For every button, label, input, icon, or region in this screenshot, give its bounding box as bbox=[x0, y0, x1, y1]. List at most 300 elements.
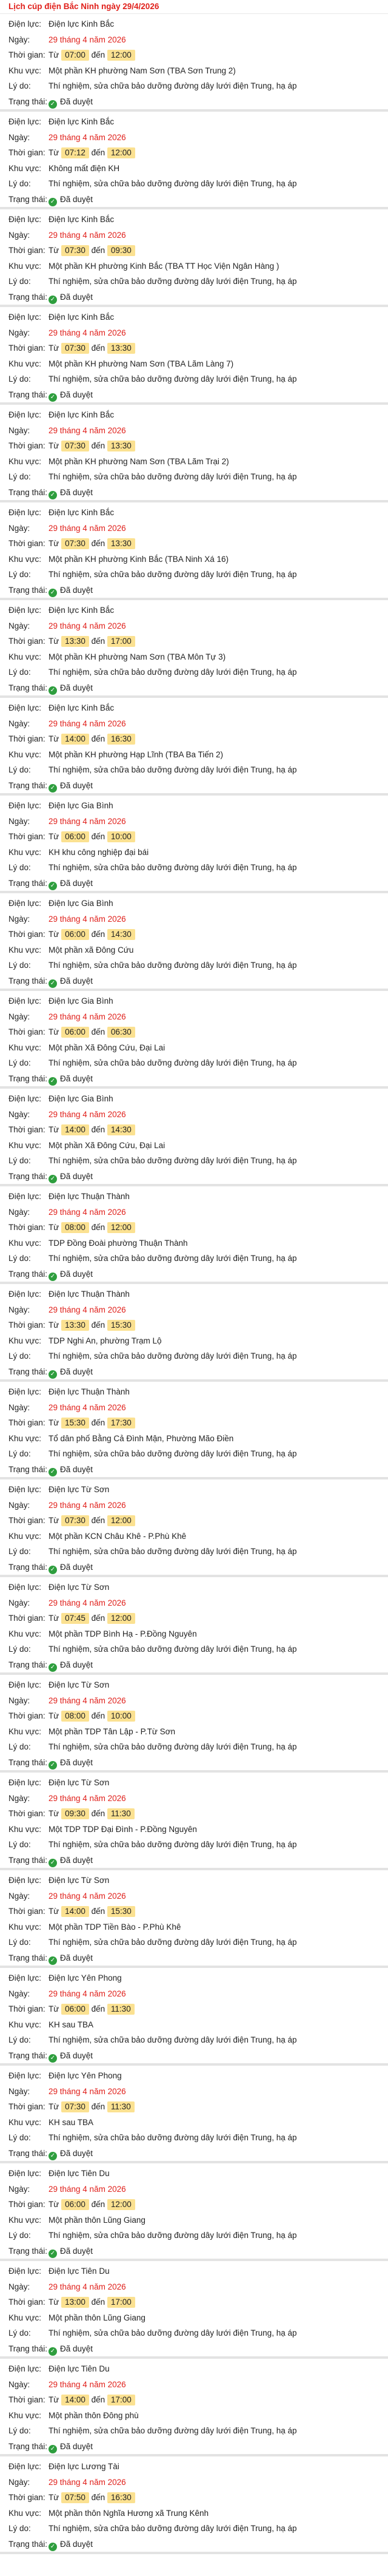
date-label: Ngày: bbox=[8, 425, 30, 435]
date-label: Ngày: bbox=[8, 2086, 30, 2096]
from-label: Từ bbox=[48, 2200, 59, 2209]
reason-row bbox=[8, 1446, 388, 1462]
check-circle-icon: ✓ bbox=[48, 1175, 57, 1183]
unit-label: Điện lực: bbox=[8, 1290, 42, 1299]
reason-value: Thí nghiệm, sửa chữa bảo dưỡng đường dây lưới điện Trung, hạ áp bbox=[48, 2524, 297, 2533]
status-row bbox=[8, 289, 388, 305]
area-value: Một phần KH phường Nam Sơn (TBA Lãm Trại 2) bbox=[48, 456, 229, 466]
status-value: Đã duyệt bbox=[60, 1073, 93, 1083]
outage-card bbox=[0, 502, 388, 600]
area-value: Một phần Xã Đông Cứu, Đại Lai bbox=[48, 1043, 166, 1052]
check-circle-icon: ✓ bbox=[48, 491, 57, 499]
status-label: Trạng thái: bbox=[8, 1757, 48, 1767]
to-label: đến bbox=[91, 2102, 105, 2111]
unit-row bbox=[8, 309, 388, 325]
status-row bbox=[8, 2048, 388, 2064]
area-label: Khu vực: bbox=[8, 2215, 42, 2225]
check-circle-icon: ✓ bbox=[48, 1663, 57, 1672]
status-value: Đã duyệt bbox=[60, 780, 93, 790]
reason-label: Lý do: bbox=[8, 1449, 31, 1458]
unit-value: Điện lực Tiên Du bbox=[48, 2364, 110, 2373]
unit-label: Điện lực: bbox=[8, 2364, 42, 2373]
date-value: 29 tháng 4 năm 2026 bbox=[48, 2184, 126, 2194]
reason-label: Lý do: bbox=[8, 374, 31, 384]
date-value: 29 tháng 4 năm 2026 bbox=[48, 816, 126, 826]
area-value: Tổ dân phố Bằng Cả Đình Mận, Phường Mão Điền bbox=[48, 1433, 234, 1443]
status-value: Đã duyệt bbox=[60, 194, 93, 204]
end-time: 12:00 bbox=[107, 50, 135, 61]
reason-value: Thí nghiệm, sửa chữa bảo dưỡng đường dây lưới điện Trung, hạ áp bbox=[48, 2328, 297, 2338]
time-row bbox=[8, 1904, 388, 1919]
unit-label: Điện lực: bbox=[8, 2071, 42, 2080]
date-label: Ngày: bbox=[8, 1109, 30, 1119]
end-time: 12:00 bbox=[107, 147, 135, 158]
reason-label: Lý do: bbox=[8, 2524, 31, 2533]
time-label: Thời gian: bbox=[8, 734, 45, 743]
unit-label: Điện lực: bbox=[8, 117, 42, 126]
status-value: Đã duyệt bbox=[60, 1562, 93, 1572]
time-row bbox=[8, 829, 388, 845]
unit-row bbox=[8, 798, 388, 814]
reason-label: Lý do: bbox=[8, 2231, 31, 2240]
from-label: Từ bbox=[48, 1125, 59, 1134]
status-row bbox=[8, 1657, 388, 1673]
to-label: đến bbox=[91, 50, 105, 59]
date-row bbox=[8, 2084, 388, 2100]
unit-value: Điện lực Kinh Bắc bbox=[48, 313, 115, 322]
status-label: Trạng thái: bbox=[8, 194, 48, 204]
area-label: Khu vực: bbox=[8, 945, 42, 955]
reason-value: Thí nghiệm, sửa chữa bảo dưỡng đường dây lưới điện Trung, hạ áp bbox=[48, 1156, 297, 1165]
outage-card bbox=[0, 600, 388, 698]
status-value: Đã duyệt bbox=[60, 585, 93, 595]
reason-row bbox=[8, 1153, 388, 1169]
unit-label: Điện lực: bbox=[8, 2462, 42, 2471]
unit-label: Điện lực: bbox=[8, 508, 42, 517]
check-circle-icon: ✓ bbox=[48, 2347, 57, 2356]
area-value: Một phần TDP Tiền Bào - P.Phù Khê bbox=[48, 1922, 181, 1932]
date-row bbox=[8, 1009, 388, 1025]
status-row bbox=[8, 778, 388, 794]
end-time: 12:00 bbox=[107, 2199, 135, 2210]
status-label: Trạng thái: bbox=[8, 780, 48, 790]
time-row bbox=[8, 47, 388, 63]
start-time: 14:00 bbox=[61, 1906, 89, 1917]
reason-label: Lý do: bbox=[8, 863, 31, 872]
time-row bbox=[8, 1513, 388, 1529]
end-time: 12:00 bbox=[107, 1222, 135, 1233]
date-value: 29 tháng 4 năm 2026 bbox=[48, 1402, 126, 1412]
date-value: 29 tháng 4 năm 2026 bbox=[48, 1891, 126, 1901]
date-row bbox=[8, 423, 388, 439]
to-label: đến bbox=[91, 2493, 105, 2502]
reason-value: Thí nghiệm, sửa chữa bảo dưỡng đường dây lưới điện Trung, hạ áp bbox=[48, 1742, 297, 1751]
date-label: Ngày: bbox=[8, 35, 30, 44]
status-label: Trạng thái: bbox=[8, 1953, 48, 1962]
date-label: Ngày: bbox=[8, 132, 30, 142]
status-label: Trạng thái: bbox=[8, 1562, 48, 1572]
outage-card bbox=[0, 1577, 388, 1675]
area-label: Khu vực: bbox=[8, 2410, 42, 2420]
reason-value: Thí nghiệm, sửa chữa bảo dưỡng đường dây lưới điện Trung, hạ áp bbox=[48, 1840, 297, 1849]
reason-label: Lý do: bbox=[8, 1254, 31, 1263]
time-row bbox=[8, 731, 388, 747]
time-label: Thời gian: bbox=[8, 1125, 45, 1134]
area-value: Một phần thôn Nghĩa Hương xã Trung Kênh bbox=[48, 2508, 209, 2518]
unit-value: Điện lực Từ Sơn bbox=[48, 1485, 110, 1494]
reason-value: Thí nghiệm, sửa chữa bảo dưỡng đường dây lưới điện Trung, hạ áp bbox=[48, 81, 297, 90]
area-value: Một phần KH phường Nam Sơn (TBA Sơn Trung 2) bbox=[48, 66, 236, 75]
status-value: Đã duyệt bbox=[60, 1464, 93, 1474]
date-value: 29 tháng 4 năm 2026 bbox=[48, 523, 126, 533]
time-label: Thời gian: bbox=[8, 832, 45, 841]
status-row bbox=[8, 2243, 388, 2259]
check-circle-icon: ✓ bbox=[48, 784, 57, 793]
reason-label: Lý do: bbox=[8, 961, 31, 970]
outage-card bbox=[0, 893, 388, 991]
area-label: Khu vực: bbox=[8, 749, 42, 759]
start-time: 07:30 bbox=[61, 441, 89, 451]
to-label: đến bbox=[91, 148, 105, 157]
time-label: Thời gian: bbox=[8, 343, 45, 353]
area-row bbox=[8, 259, 388, 274]
to-label: đến bbox=[91, 539, 105, 548]
date-row bbox=[8, 1400, 388, 1416]
start-time: 06:00 bbox=[61, 929, 89, 940]
time-label: Thời gian: bbox=[8, 1027, 45, 1036]
start-time: 07:30 bbox=[61, 343, 89, 354]
unit-row bbox=[8, 1970, 388, 1986]
status-label: Trạng thái: bbox=[8, 2539, 48, 2549]
to-label: đến bbox=[91, 1614, 105, 1623]
date-row bbox=[8, 618, 388, 634]
area-label: Khu vực: bbox=[8, 1238, 42, 1248]
start-time: 13:00 bbox=[61, 2297, 89, 2308]
time-row bbox=[8, 2392, 388, 2408]
date-value: 29 tháng 4 năm 2026 bbox=[48, 2379, 126, 2389]
end-time: 11:30 bbox=[107, 1808, 135, 1819]
end-time: 17:00 bbox=[107, 2395, 135, 2405]
unit-label: Điện lực: bbox=[8, 410, 42, 419]
reason-row bbox=[8, 176, 388, 192]
check-circle-icon: ✓ bbox=[48, 1273, 57, 1281]
check-circle-icon: ✓ bbox=[48, 1370, 57, 1379]
start-time: 08:00 bbox=[61, 1222, 89, 1233]
time-row bbox=[8, 438, 388, 454]
area-row bbox=[8, 63, 388, 79]
date-row bbox=[8, 1986, 388, 2002]
start-time: 06:00 bbox=[61, 831, 89, 842]
date-value: 29 tháng 4 năm 2026 bbox=[48, 425, 126, 435]
date-label: Ngày: bbox=[8, 1891, 30, 1901]
date-label: Ngày: bbox=[8, 2477, 30, 2487]
status-row bbox=[8, 680, 388, 696]
outage-card bbox=[0, 1382, 388, 1479]
area-row bbox=[8, 1431, 388, 1447]
unit-row bbox=[8, 2459, 388, 2475]
unit-row bbox=[8, 993, 388, 1009]
status-label: Trạng thái: bbox=[8, 2344, 48, 2353]
status-row bbox=[8, 583, 388, 598]
to-label: đến bbox=[91, 1711, 105, 1720]
reason-value: Thí nghiệm, sửa chữa bảo dưỡng đường dây lưới điện Trung, hạ áp bbox=[48, 472, 297, 481]
start-time: 07:30 bbox=[61, 1515, 89, 1526]
unit-value: Điện lực Gia Bình bbox=[48, 801, 113, 810]
end-time: 09:30 bbox=[107, 245, 135, 256]
reason-label: Lý do: bbox=[8, 2328, 31, 2338]
unit-row bbox=[8, 1580, 388, 1595]
check-circle-icon: ✓ bbox=[48, 198, 57, 206]
unit-value: Điện lực Kinh Bắc bbox=[48, 508, 115, 517]
time-row bbox=[8, 2099, 388, 2115]
reason-row bbox=[8, 2325, 388, 2341]
unit-row bbox=[8, 2068, 388, 2084]
end-time: 17:00 bbox=[107, 636, 135, 647]
reason-value: Thí nghiệm, sửa chữa bảo dưỡng đường dây lưới điện Trung, hạ áp bbox=[48, 1547, 297, 1556]
status-row bbox=[8, 2341, 388, 2357]
time-label: Thời gian: bbox=[8, 246, 45, 255]
unit-value: Điện lực Kinh Bắc bbox=[48, 410, 115, 419]
check-circle-icon: ✓ bbox=[48, 882, 57, 890]
time-label: Thời gian: bbox=[8, 2004, 45, 2013]
unit-label: Điện lực: bbox=[8, 215, 42, 224]
unit-value: Điện lực Từ Sơn bbox=[48, 1680, 110, 1689]
status-value: Đã duyệt bbox=[60, 2050, 93, 2060]
area-value: Không mất điện KH bbox=[48, 163, 120, 173]
area-row bbox=[8, 942, 388, 958]
unit-row bbox=[8, 114, 388, 130]
unit-row bbox=[8, 1482, 388, 1498]
area-row bbox=[8, 2115, 388, 2131]
area-row bbox=[8, 1040, 388, 1056]
time-label: Thời gian: bbox=[8, 1809, 45, 1818]
area-value: Một phần KH phường Kinh Bắc (TBA TT Học Viện Ngân Hàng ) bbox=[48, 261, 279, 271]
check-circle-icon: ✓ bbox=[48, 1761, 57, 1770]
from-label: Từ bbox=[48, 1516, 59, 1525]
date-value: 29 tháng 4 năm 2026 bbox=[48, 2477, 126, 2487]
unit-value: Điện lực Tiên Du bbox=[48, 2169, 110, 2178]
unit-value: Điện lực Yên Phong bbox=[48, 2071, 122, 2080]
start-time: 06:00 bbox=[61, 1027, 89, 1038]
status-label: Trạng thái: bbox=[8, 683, 48, 692]
area-value: TDP Đồng Đoài phường Thuận Thành bbox=[48, 1238, 188, 1248]
to-label: đến bbox=[91, 1418, 105, 1427]
time-label: Thời gian: bbox=[8, 1711, 45, 1720]
to-label: đến bbox=[91, 930, 105, 939]
time-label: Thời gian: bbox=[8, 1907, 45, 1916]
time-row bbox=[8, 145, 388, 161]
from-label: Từ bbox=[48, 50, 59, 59]
end-time: 17:30 bbox=[107, 1418, 135, 1428]
status-label: Trạng thái: bbox=[8, 292, 48, 302]
date-value: 29 tháng 4 năm 2026 bbox=[48, 230, 126, 240]
reason-value: Thí nghiệm, sửa chữa bảo dưỡng đường dây lưới điện Trung, hạ áp bbox=[48, 179, 297, 188]
status-value: Đã duyệt bbox=[60, 1953, 93, 1962]
status-label: Trạng thái: bbox=[8, 585, 48, 595]
date-row bbox=[8, 32, 388, 48]
area-row bbox=[8, 1333, 388, 1349]
unit-row bbox=[8, 212, 388, 228]
start-time: 13:30 bbox=[61, 636, 89, 647]
reason-row bbox=[8, 274, 388, 289]
date-row bbox=[8, 1205, 388, 1220]
outage-card bbox=[0, 1675, 388, 1773]
unit-label: Điện lực: bbox=[8, 1973, 42, 1983]
unit-value: Điện lực Kinh Bắc bbox=[48, 703, 115, 712]
reason-label: Lý do: bbox=[8, 1645, 31, 1654]
reason-value: Thí nghiệm, sửa chữa bảo dưỡng đường dây lưới điện Trung, hạ áp bbox=[48, 863, 297, 872]
date-label: Ngày: bbox=[8, 1793, 30, 1803]
area-row bbox=[8, 2408, 388, 2424]
area-row bbox=[8, 454, 388, 470]
end-time: 16:30 bbox=[107, 2492, 135, 2503]
reason-label: Lý do: bbox=[8, 765, 31, 774]
unit-value: Điện lực Gia Bình bbox=[48, 996, 113, 1006]
start-time: 08:00 bbox=[61, 1711, 89, 1722]
from-label: Từ bbox=[48, 441, 59, 450]
time-row bbox=[8, 1317, 388, 1333]
date-row bbox=[8, 1791, 388, 1807]
area-row bbox=[8, 747, 388, 763]
status-value: Đã duyệt bbox=[60, 2441, 93, 2451]
reason-value: Thí nghiệm, sửa chữa bảo dưỡng đường dây lưới điện Trung, hạ áp bbox=[48, 2426, 297, 2435]
unit-label: Điện lực: bbox=[8, 606, 42, 615]
unit-value: Điện lực Kinh Bắc bbox=[48, 117, 115, 126]
reason-row bbox=[8, 1544, 388, 1560]
start-time: 15:30 bbox=[61, 1418, 89, 1428]
reason-row bbox=[8, 371, 388, 387]
unit-label: Điện lực: bbox=[8, 313, 42, 322]
date-row bbox=[8, 716, 388, 732]
from-label: Từ bbox=[48, 2395, 59, 2404]
status-value: Đã duyệt bbox=[60, 2148, 93, 2158]
area-label: Khu vực: bbox=[8, 847, 42, 857]
status-label: Trạng thái: bbox=[8, 96, 48, 106]
time-label: Thời gian: bbox=[8, 441, 45, 450]
to-label: đến bbox=[91, 1125, 105, 1134]
status-value: Đã duyệt bbox=[60, 487, 93, 497]
status-row bbox=[8, 2439, 388, 2455]
area-value: Một TDP TDP Đại Đình - P.Đồng Nguyên bbox=[48, 1824, 197, 1834]
status-label: Trạng thái: bbox=[8, 1464, 48, 1474]
date-value: 29 tháng 4 năm 2026 bbox=[48, 1207, 126, 1217]
date-value: 29 tháng 4 năm 2026 bbox=[48, 1695, 126, 1705]
area-value: TDP Nghi An, phường Trạm Lộ bbox=[48, 1336, 162, 1345]
date-label: Ngày: bbox=[8, 1500, 30, 1510]
date-value: 29 tháng 4 năm 2026 bbox=[48, 1989, 126, 1998]
area-row bbox=[8, 2017, 388, 2033]
reason-row bbox=[8, 567, 388, 583]
outage-list bbox=[0, 14, 388, 2554]
status-label: Trạng thái: bbox=[8, 1660, 48, 1669]
status-label: Trạng thái: bbox=[8, 1855, 48, 1865]
end-time: 14:30 bbox=[107, 929, 135, 940]
outage-card bbox=[0, 2359, 388, 2456]
unit-label: Điện lực: bbox=[8, 703, 42, 712]
time-label: Thời gian: bbox=[8, 539, 45, 548]
to-label: đến bbox=[91, 734, 105, 743]
outage-card bbox=[0, 991, 388, 1089]
to-label: đến bbox=[91, 832, 105, 841]
unit-row bbox=[8, 700, 388, 716]
to-label: đến bbox=[91, 1027, 105, 1036]
unit-label: Điện lực: bbox=[8, 2169, 42, 2178]
date-value: 29 tháng 4 năm 2026 bbox=[48, 328, 126, 337]
date-row bbox=[8, 2182, 388, 2197]
reason-label: Lý do: bbox=[8, 2035, 31, 2044]
date-label: Ngày: bbox=[8, 2282, 30, 2291]
date-value: 29 tháng 4 năm 2026 bbox=[48, 2282, 126, 2291]
start-time: 07:00 bbox=[61, 50, 89, 61]
reason-label: Lý do: bbox=[8, 1156, 31, 1165]
reason-row bbox=[8, 2130, 388, 2146]
area-value: Một phần KH phường Nam Sơn (TBA Lãm Làng 7) bbox=[48, 359, 234, 368]
status-label: Trạng thái: bbox=[8, 2246, 48, 2256]
outage-card bbox=[0, 1870, 388, 1968]
reason-row bbox=[8, 78, 388, 94]
area-value: KH sau TBA bbox=[48, 2117, 94, 2127]
status-label: Trạng thái: bbox=[8, 1073, 48, 1083]
unit-row bbox=[8, 896, 388, 911]
reason-row bbox=[8, 1641, 388, 1657]
date-label: Ngày: bbox=[8, 914, 30, 924]
unit-value: Điện lực Thuận Thành bbox=[48, 1290, 130, 1299]
status-row bbox=[8, 2146, 388, 2162]
reason-label: Lý do: bbox=[8, 1351, 31, 1361]
reason-row bbox=[8, 2423, 388, 2439]
from-label: Từ bbox=[48, 1418, 59, 1427]
status-label: Trạng thái: bbox=[8, 976, 48, 985]
from-label: Từ bbox=[48, 832, 59, 841]
time-label: Thời gian: bbox=[8, 2493, 45, 2502]
area-value: Một phần Xã Đông Cứu, Đại Lai bbox=[48, 1140, 166, 1150]
reason-label: Lý do: bbox=[8, 179, 31, 188]
outage-card bbox=[0, 1479, 388, 1577]
time-row bbox=[8, 340, 388, 356]
from-label: Từ bbox=[48, 1320, 59, 1330]
end-time: 17:00 bbox=[107, 2297, 135, 2308]
from-label: Từ bbox=[48, 539, 59, 548]
area-label: Khu vực: bbox=[8, 359, 42, 368]
end-time: 15:30 bbox=[107, 1320, 135, 1331]
start-time: 07:12 bbox=[61, 147, 89, 158]
date-value: 29 tháng 4 năm 2026 bbox=[48, 1598, 126, 1607]
outage-card bbox=[0, 112, 388, 209]
outage-card bbox=[0, 796, 388, 893]
outage-card bbox=[0, 2163, 388, 2261]
reason-value: Thí nghiệm, sửa chữa bảo dưỡng đường dây lưới điện Trung, hạ áp bbox=[48, 1351, 297, 1361]
date-value: 29 tháng 4 năm 2026 bbox=[48, 35, 126, 44]
to-label: đến bbox=[91, 246, 105, 255]
time-label: Thời gian: bbox=[8, 50, 45, 59]
area-label: Khu vực: bbox=[8, 163, 42, 173]
date-value: 29 tháng 4 năm 2026 bbox=[48, 1305, 126, 1314]
area-label: Khu vực: bbox=[8, 2020, 42, 2029]
unit-row bbox=[8, 1091, 388, 1107]
date-row bbox=[8, 2377, 388, 2393]
reason-label: Lý do: bbox=[8, 1840, 31, 1849]
area-label: Khu vực: bbox=[8, 1140, 42, 1150]
check-circle-icon: ✓ bbox=[48, 1859, 57, 1867]
unit-label: Điện lực: bbox=[8, 801, 42, 810]
date-row bbox=[8, 814, 388, 830]
area-label: Khu vực: bbox=[8, 2117, 42, 2127]
area-row bbox=[8, 2310, 388, 2326]
reason-value: Thí nghiệm, sửa chữa bảo dưỡng đường dây lưới điện Trung, hạ áp bbox=[48, 765, 297, 774]
time-row bbox=[8, 536, 388, 552]
reason-row bbox=[8, 2228, 388, 2243]
unit-row bbox=[8, 16, 388, 32]
